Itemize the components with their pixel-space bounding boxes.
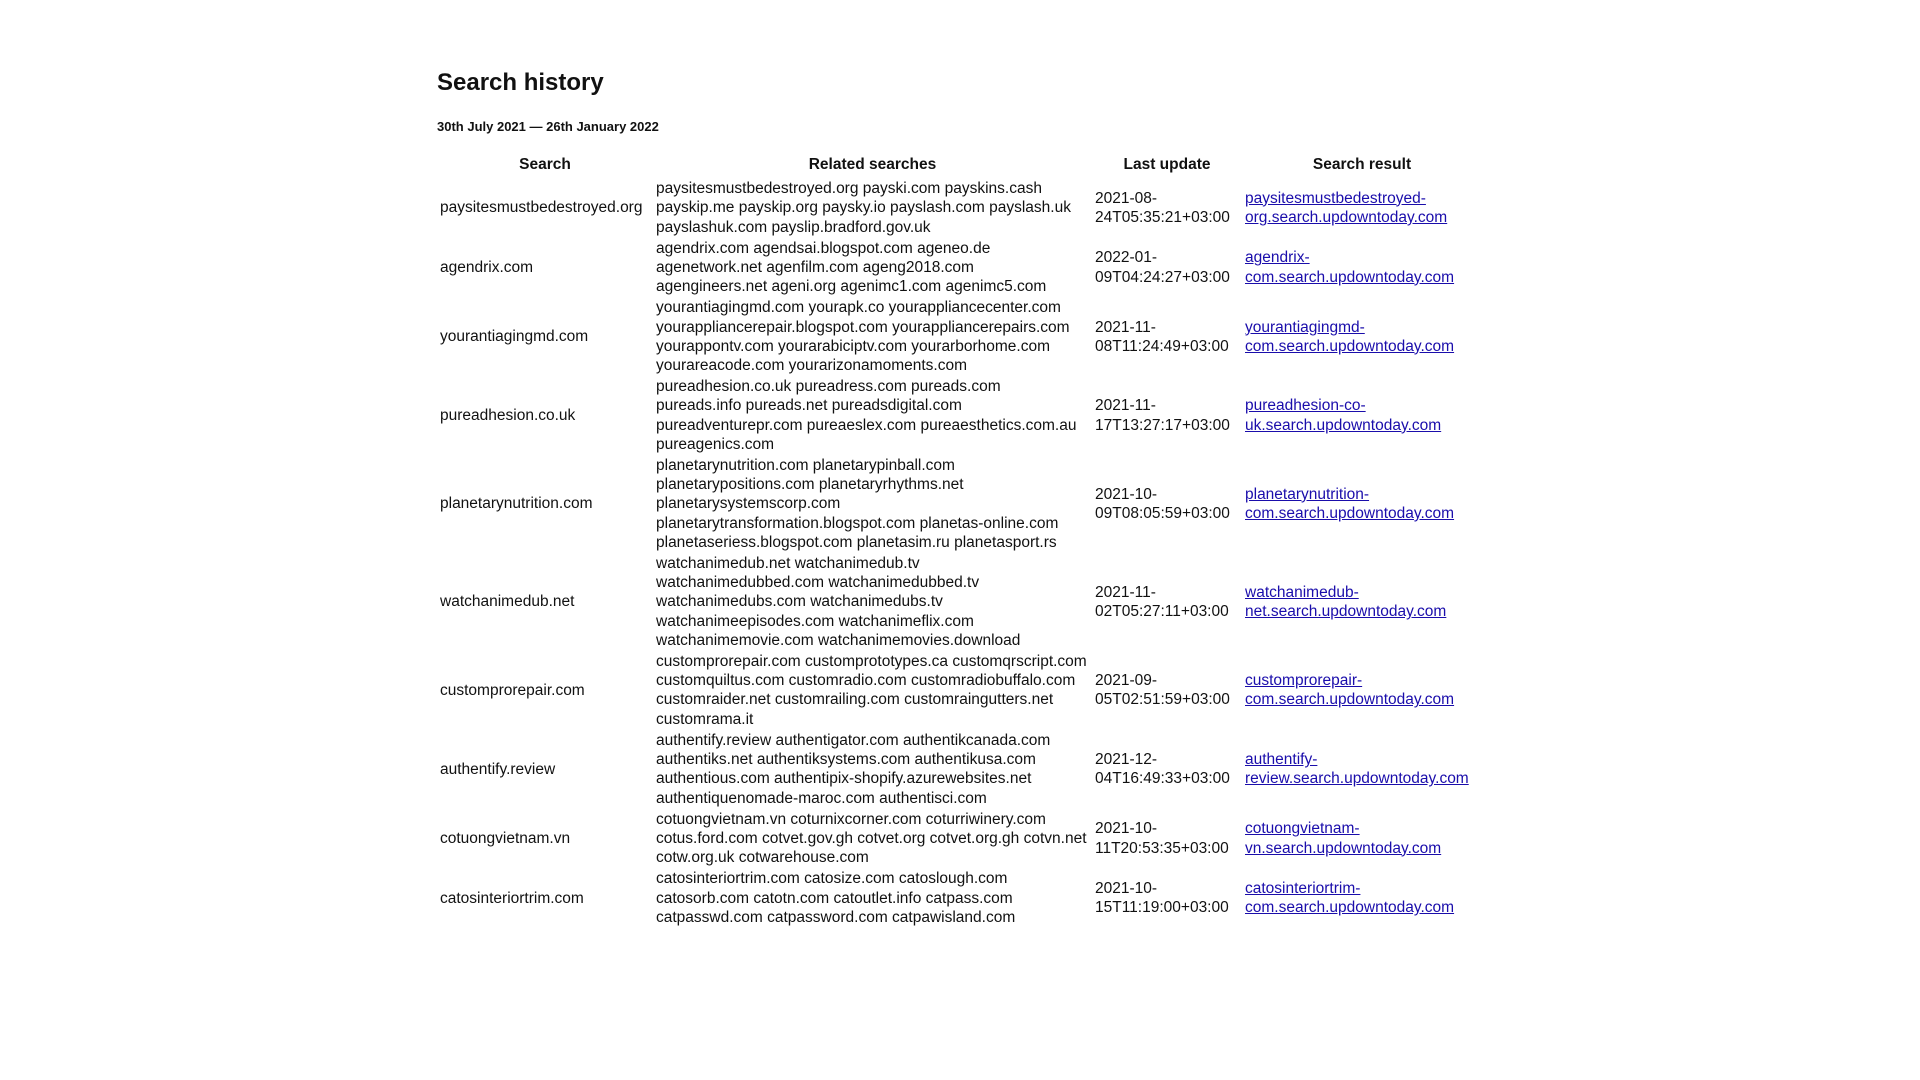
- last-update: 2021-11-17T13:27:17+03:00: [1095, 397, 1230, 434]
- search-result-cell: [1242, 730, 1482, 809]
- search-term: customprorepair.com: [440, 681, 585, 699]
- search-result-cell: [1242, 455, 1482, 553]
- search-history-table: [437, 154, 1482, 928]
- header-search: Search: [519, 156, 571, 173]
- search-term: watchanimedub.net: [440, 593, 575, 611]
- search-term: cotuongvietnam.vn: [440, 829, 571, 847]
- search-result-cell: [1242, 178, 1482, 238]
- search-result-cell: [1242, 868, 1482, 928]
- table-row: [437, 178, 1482, 238]
- search-result-cell: [1242, 297, 1482, 376]
- search-term: yourantiagingmd.com: [440, 328, 589, 346]
- table-row: [437, 238, 1482, 298]
- last-update: 2021-11-08T11:24:49+03:00: [1095, 318, 1229, 355]
- related-searches: cotuongvietnam.vn coturnixcorner.com coturriwinery.com cotus.ford.com cotvet.gov.gh cotvet.org cotvet.org.gh cotvn.net cotw.org.uk cotwarehouse.com: [656, 810, 1087, 867]
- search-result-link[interactable]: customprorepair-com.search.updowntoday.com: [1245, 672, 1455, 709]
- search-result-cell: [1242, 809, 1482, 869]
- search-term: agendrix.com: [440, 259, 534, 277]
- search-result-link[interactable]: authentify-review.search.updowntoday.com: [1245, 751, 1469, 788]
- search-result-cell: [1242, 651, 1482, 730]
- header-search-result: Search result: [1312, 156, 1412, 173]
- related-searches: pureadhesion.co.uk pureadress.com pureads.com pureads.info pureads.net pureadsdigital.com pureadventurepr.com pureaeslex.com pureaesthetics.com.au pureagenics.com: [656, 378, 1077, 453]
- related-searches: watchanimedub.net watchanimedub.tv watchanimedubbed.com watchanimedubbed.tv watchanimedubs.com watchanimedubs.tv watchanimeepisodes.com watchanimeflix.com watchanimemovie.com watchanimemovies.download: [656, 555, 1021, 649]
- search-term: paysitesmustbedestroyed.org: [440, 199, 643, 217]
- page-title: Search history: [437, 69, 604, 96]
- table-row: [437, 376, 1482, 455]
- search-result-cell: [1242, 238, 1482, 298]
- header-last-update: Last update: [1123, 156, 1211, 173]
- search-result-link[interactable]: agendrix-com.search.updowntoday.com: [1245, 249, 1455, 286]
- search-term: pureadhesion.co.uk: [440, 407, 576, 425]
- table-row: [437, 553, 1482, 651]
- last-update: 2021-10-11T20:53:35+03:00: [1095, 820, 1229, 857]
- search-result-cell: [1242, 376, 1482, 455]
- search-result-link[interactable]: planetarynutrition-com.search.updowntoday.com: [1245, 485, 1455, 523]
- last-update: 2021-10-15T11:19:00+03:00: [1095, 879, 1229, 917]
- last-update: 2021-12-04T16:49:33+03:00: [1095, 751, 1230, 788]
- related-searches: planetarynutrition.com planetarypinball.com planetarypositions.com planetaryrhythms.net planetarysystemscorp.com planetarytransformation.blogspot.com planetas-online.com planetaseriess.blogspot.com planetasim.ru planetasport.rs: [656, 457, 1059, 551]
- search-result-link[interactable]: paysitesmustbedestroyed-org.search.updowntoday.com: [1245, 189, 1448, 226]
- header-related-searches: Related searches: [808, 156, 937, 173]
- search-term: catosinteriortrim.com: [440, 889, 584, 907]
- table-row: [437, 455, 1482, 553]
- search-result-link[interactable]: pureadhesion-co-uk.search.updowntoday.com: [1245, 397, 1442, 434]
- last-update: 2021-11-02T05:27:11+03:00: [1095, 583, 1229, 621]
- table-header-row: [437, 154, 1482, 178]
- search-result-cell: [1242, 553, 1482, 651]
- date-range: 30th July 2021 — 26th January 2022: [437, 119, 659, 134]
- table-row: [437, 730, 1482, 809]
- search-result-link[interactable]: catosinteriortrim-com.search.updowntoday.com: [1245, 879, 1455, 917]
- table-row: [437, 651, 1482, 730]
- last-update: 2021-08-24T05:35:21+03:00: [1095, 189, 1230, 226]
- related-searches: customprorepair.com customprototypes.ca customqrscript.com customquiltus.com customradio.com customradiobuffalo.com customraider.net customrailing.com customraingutters.net customrama.it: [656, 653, 1087, 728]
- last-update: 2021-10-09T08:05:59+03:00: [1095, 485, 1230, 523]
- search-result-link[interactable]: watchanimedub-net.search.updowntoday.com: [1245, 583, 1447, 621]
- search-term: planetarynutrition.com: [440, 495, 593, 513]
- search-result-link[interactable]: yourantiagingmd-com.search.updowntoday.com: [1245, 318, 1455, 355]
- table-row: [437, 297, 1482, 376]
- last-update: 2022-01-09T04:24:27+03:00: [1095, 249, 1230, 286]
- search-term: authentify.review: [440, 760, 556, 778]
- search-result-link[interactable]: cotuongvietnam-vn.search.updowntoday.com: [1245, 820, 1442, 857]
- search-history-page: [437, 66, 1487, 928]
- related-searches: yourantiagingmd.com yourapk.co yourappliancecenter.com yourappliancerepair.blogspot.com yourappliancerepairs.com yourappontv.com yourarabiciptv.com yourarborhome.com yourareacode.com yourarizonamoments.com: [656, 299, 1070, 375]
- related-searches: paysitesmustbedestroyed.org payski.com payskins.cash payskip.me payskip.org paysky.io payslash.com payslash.uk payslashuk.com payslip.bradford.gov.uk: [656, 180, 1071, 236]
- related-searches: catosinteriortrim.com catosize.com catoslough.com catosorb.com catotn.com catoutlet.info catpass.com catpasswd.com catpassword.com catpawisland.com: [656, 870, 1016, 926]
- related-searches: agendrix.com agendsai.blogspot.com ageneo.de agenetwork.net agenfilm.com ageng2018.com agengineers.net ageni.org agenimc1.com agenimc5.com: [656, 239, 1047, 296]
- table-row: [437, 809, 1482, 869]
- table-row: [437, 868, 1482, 928]
- related-searches: authentify.review authentigator.com authentikcanada.com authentiks.net authentiksystems.com authentikusa.com authentious.com authentipix-shopify.azurewebsites.net authentiquenomade-maroc.com authentisci.com: [656, 731, 1051, 807]
- last-update: 2021-09-05T02:51:59+03:00: [1095, 672, 1230, 709]
